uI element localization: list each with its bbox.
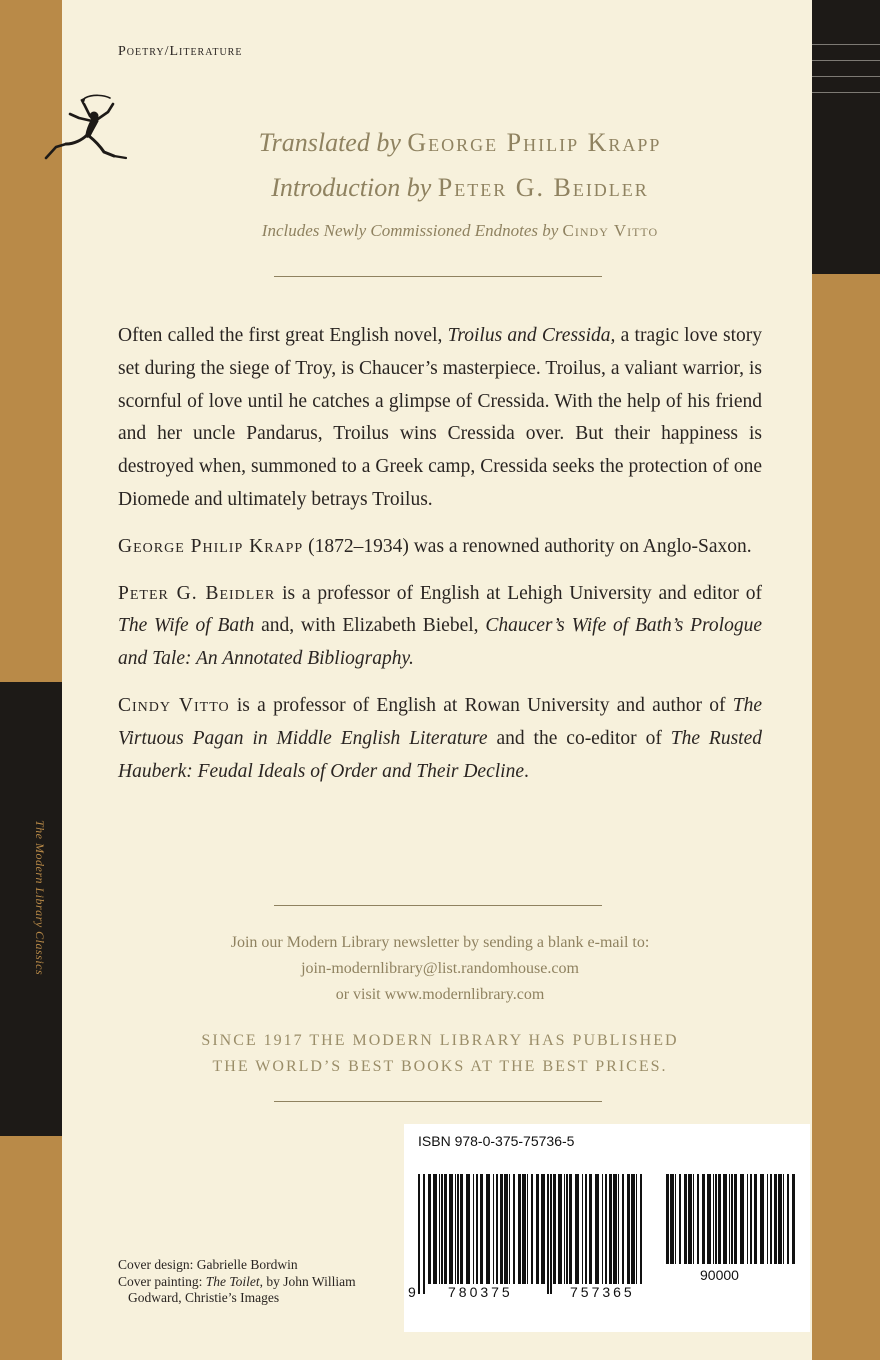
credit-text: , by John William [259, 1273, 356, 1289]
introduction-credit [190, 173, 730, 203]
barcode-bar [640, 1174, 642, 1284]
barcode-bar [760, 1174, 764, 1264]
barcode-bar [787, 1174, 789, 1264]
description-text: a tragic love story set during the siege of Troy, is Chaucer’s masterpiece. Troilus, a valiant warrior, is scornful of love until he catches a glimpse of Cressida. With the help of his friend and her uncle Pandarus, Troilus wins Cressida over. But their happiness is destroyed when, summoned to a Greek camp, Cressida seeks the protection of one Diomede and ultimately betrays Troilus. [118, 325, 762, 510]
barcode-bar [707, 1174, 711, 1264]
torchbearer-logo-icon [38, 94, 134, 166]
barcode-addon-digits: 90000 [700, 1267, 739, 1283]
barcode-bar [684, 1174, 687, 1264]
bio-name: Cindy Vitto [118, 694, 230, 716]
divider-rule [274, 905, 602, 906]
barcode-bar [589, 1174, 592, 1284]
spine-black-block [0, 682, 62, 1136]
spine-series-text: The Modern Library Classics [33, 820, 47, 976]
cover-painting-credit [118, 1274, 356, 1291]
barcode-left-digits: 780375 [448, 1284, 513, 1300]
barcode-bar [723, 1174, 727, 1264]
barcode-bar [613, 1174, 617, 1284]
left-spine-band [0, 0, 62, 1360]
right-edge-band [812, 0, 880, 1360]
translator-prefix: Translated by [258, 128, 401, 157]
newsletter-email: join-modernlibrary@list.randomhouse.com [301, 960, 579, 977]
description-paragraph [118, 320, 762, 517]
bio-book-title: The Virtuous Pagan in Middle English Literature [118, 694, 762, 749]
barcode-bar [558, 1174, 562, 1284]
barcode-bar [778, 1174, 782, 1264]
bio-book-title: The Rusted Hauberk: Feudal Ideals of Order and Their Decline [118, 727, 762, 782]
barcode-bar [585, 1174, 587, 1284]
barcode-bar [444, 1174, 447, 1284]
barcode-bar [455, 1174, 456, 1284]
newsletter-website: or visit www.modernlibrary.com [335, 986, 545, 1003]
barcode-bar [513, 1174, 515, 1284]
motto-line: SINCE 1917 THE MODERN LIBRARY HAS PUBLISHED [201, 1032, 679, 1049]
barcode-bar [631, 1174, 635, 1284]
barcode-bar [504, 1174, 508, 1284]
barcode-bar [527, 1174, 528, 1284]
translator-credit [190, 128, 730, 158]
barcode-bar [702, 1174, 705, 1264]
barcode-bar [418, 1174, 420, 1294]
cover-credits [118, 1257, 356, 1307]
barcode-bar [605, 1174, 607, 1284]
description-block [118, 320, 762, 802]
cover-design-credit: Cover design: Gabrielle Bordwin [118, 1257, 298, 1272]
barcode-bar [675, 1174, 676, 1264]
translator-name: George Philip Krapp [407, 128, 662, 157]
barcode-bar [531, 1174, 533, 1284]
right-band-line [812, 60, 880, 61]
barcode-bar [636, 1174, 637, 1284]
right-band-line [812, 76, 880, 77]
publisher-motto [118, 1028, 762, 1080]
barcode-bar [595, 1174, 599, 1284]
bio-book-title: Chaucer’s Wife of Bath’s Prologue and Tale: An Annotated Bibliography. [118, 615, 762, 670]
barcode-bar [536, 1174, 539, 1284]
barcode-bar [550, 1174, 552, 1294]
barcode-bar [433, 1174, 437, 1284]
barcode-bar [693, 1174, 694, 1264]
bio-text: and the co-editor of [487, 727, 671, 749]
isbn-text: ISBN 978-0-375-75736-5 [418, 1133, 575, 1149]
bio-text: and, with Elizabeth Biebel, [254, 615, 486, 637]
right-band-line [812, 92, 880, 93]
barcode-first-digit: 9 [408, 1284, 416, 1300]
bio-text: . [524, 760, 529, 782]
barcode-bar [734, 1174, 737, 1264]
divider-rule [274, 276, 602, 277]
barcode-bar [670, 1174, 674, 1264]
bio-text: (1872–1934) was a renowned authority on Anglo-Saxon. [303, 535, 752, 557]
description-text: Often called the first great English novel, [118, 325, 448, 346]
barcode-graphic [404, 1124, 810, 1332]
right-band-line [812, 44, 880, 45]
barcode-bar [627, 1174, 630, 1284]
barcode-bar [518, 1174, 521, 1284]
barcode-bar [679, 1174, 681, 1264]
barcode-bar [569, 1174, 572, 1284]
book-title: Troilus and Cressida, [447, 325, 616, 346]
intro-name: Peter G. Beidler [437, 173, 649, 202]
endnotes-name: Cindy Vitto [562, 221, 659, 240]
barcode-bar [564, 1174, 565, 1284]
motto-line: THE WORLD’S BEST BOOKS AT THE BEST PRICES. [212, 1058, 668, 1075]
bio-name: Peter G. Beidler [118, 582, 276, 604]
barcode-bar [774, 1174, 777, 1264]
barcode-bar [697, 1174, 699, 1264]
barcode-bar [547, 1174, 549, 1294]
barcode-bar [618, 1174, 619, 1284]
barcode-bar [439, 1174, 440, 1284]
barcode-bar [622, 1174, 624, 1284]
bio-text: is a professor of English at Lehigh University and editor of [275, 582, 762, 604]
bio-name: George Philip Krapp [118, 535, 304, 557]
barcode-bar [582, 1174, 583, 1284]
barcode-bar [566, 1174, 568, 1284]
bio-text: is a professor of English at Rowan University and author of [229, 694, 733, 716]
barcode-bar [792, 1174, 795, 1264]
barcode-bar [767, 1174, 768, 1264]
barcode-bar [718, 1174, 721, 1264]
barcode-bar [541, 1174, 545, 1284]
ean-barcode-bars [418, 1174, 642, 1294]
barcode-bar [493, 1174, 494, 1284]
barcode-bar [688, 1174, 692, 1264]
category-label: Poetry/Literature [118, 44, 243, 59]
barcode-bar [731, 1174, 733, 1264]
barcode-panel [404, 1124, 810, 1332]
barcode-bar [460, 1174, 463, 1284]
barcode-bar [466, 1174, 470, 1284]
barcode-bar [715, 1174, 717, 1264]
divider-rule [274, 1101, 602, 1102]
right-black-block [812, 0, 880, 274]
barcode-bar [553, 1174, 556, 1284]
barcode-bar [602, 1174, 603, 1284]
barcode-bar [729, 1174, 730, 1264]
bio-book-title: The Wife of Bath [118, 615, 255, 637]
barcode-bar [457, 1174, 459, 1284]
barcode-bar [476, 1174, 478, 1284]
barcode-bar [754, 1174, 757, 1264]
barcode-bar [783, 1174, 784, 1264]
barcode-bar [747, 1174, 748, 1264]
endnotes-credit [190, 221, 730, 241]
barcode-bar [480, 1174, 483, 1284]
barcode-bar [423, 1174, 425, 1294]
barcode-bar [713, 1174, 714, 1264]
addon-barcode-bars [666, 1174, 795, 1264]
newsletter-block [118, 930, 762, 1008]
barcode-bar [441, 1174, 443, 1284]
barcode-right-digits: 757365 [570, 1284, 635, 1300]
barcode-bar [500, 1174, 503, 1284]
intro-prefix: Introduction by [271, 173, 432, 202]
barcode-bar [522, 1174, 526, 1284]
newsletter-line: Join our Modern Library newsletter by sending a blank e-mail to: [230, 934, 650, 951]
barcode-bar [449, 1174, 453, 1284]
barcode-bar [740, 1174, 744, 1264]
barcode-bar [496, 1174, 498, 1284]
barcode-bar [609, 1174, 612, 1284]
endnotes-prefix: Includes Newly Commissioned Endnotes by [261, 221, 559, 240]
bio-vitto [118, 690, 762, 788]
barcode-bar [575, 1174, 579, 1284]
barcode-bar [486, 1174, 490, 1284]
barcode-bar [473, 1174, 474, 1284]
credit-text: Cover painting: [118, 1273, 206, 1289]
cover-painting-credit-line2: Godward, Christie’s Images [128, 1290, 280, 1305]
barcode-bar [509, 1174, 510, 1284]
barcode-bar [428, 1174, 431, 1284]
barcode-bar [666, 1174, 669, 1264]
barcode-bar [750, 1174, 752, 1264]
bio-krapp [118, 531, 762, 564]
painting-title: The Toilet [205, 1273, 260, 1289]
bio-beidler [118, 578, 762, 676]
barcode-bar [770, 1174, 772, 1264]
